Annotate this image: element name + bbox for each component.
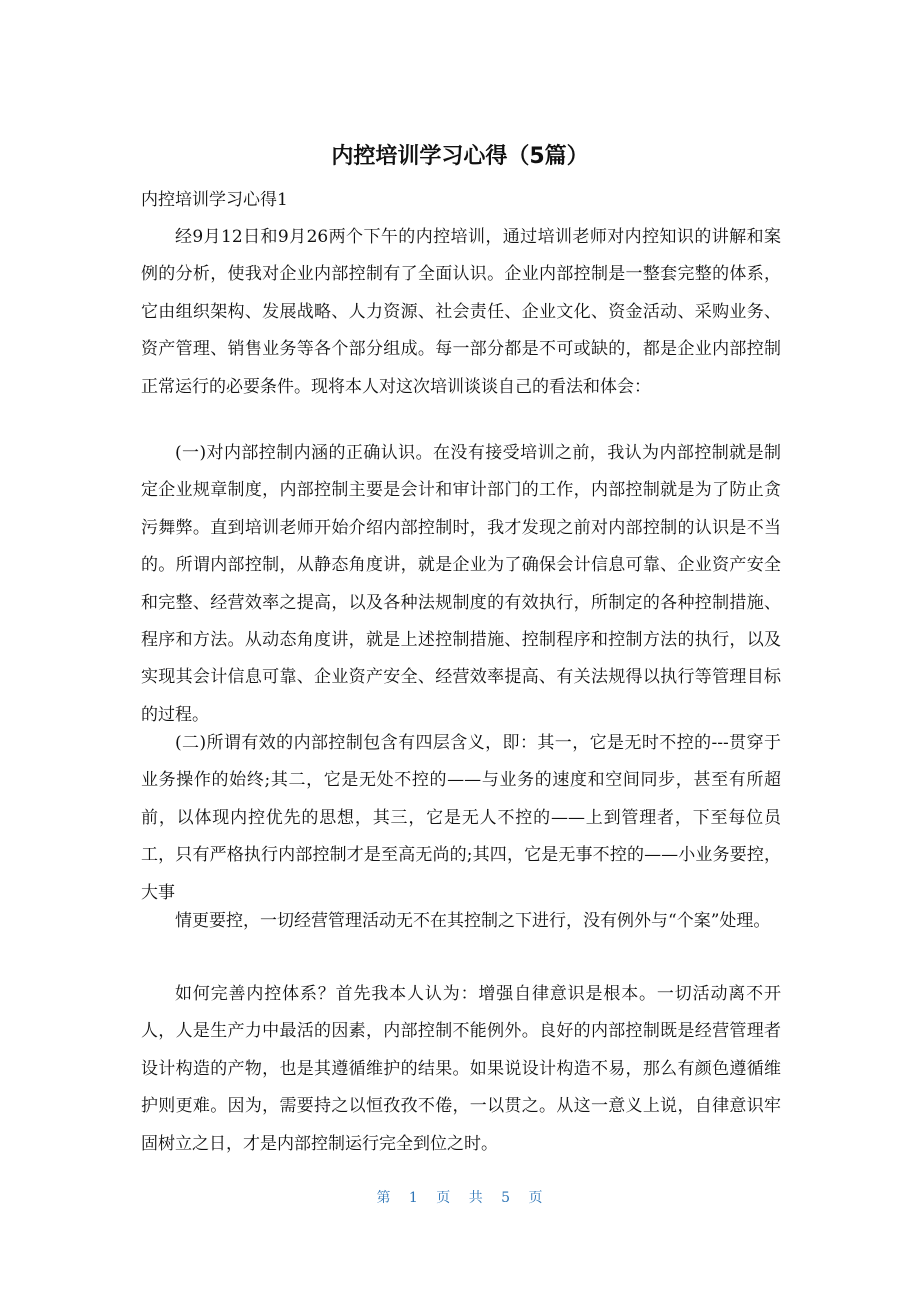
body-paragraph: 经9月12日和9月26两个下午的内控培训，通过培训老师对内控知识的讲解和案例的分析，使我对企业内部控制有了全面认识。企业内部控制是一整套完整的体系，它由组织架构、发展战略、人力资源、社会责任、企业文化、资金活动、采购业务、资产管理、销售业务等各个部分组成。每一部分都是不可或缺的，都是企业内部控制正常运行的必要条件。现将本人对这次培训谈谈自己的看法和体会：	[141, 227, 781, 397]
section-subtitle: 内控培训学习心得1	[141, 190, 288, 210]
body-paragraph: 情更要控，一切经营管理活动无不在其控制之下进行，没有例外与“个案”处理。	[175, 911, 771, 931]
document-title: 内控培训学习心得（5篇）	[331, 144, 589, 169]
page-number-footer: 第 1 页 共 5 页	[376, 1190, 544, 1206]
body-paragraph: (二)所谓有效的内部控制包含有四层含义，即：其一，它是无时不控的---贯穿于业务操作的始终;其二，它是无处不控的——与业务的速度和空间同步，甚至有所超前，以体现内控优先的思想，其三，它是无人不控的——上到管理者，下至每位员工，只有严格执行内部控制才是至高无尚的;其四，它是无事不控的——小业务要控，大事	[141, 733, 781, 903]
body-paragraph: 如何完善内控体系？首先我本人认为：增强自律意识是根本。一切活动离不开人，人是生产力中最活的因素，内部控制不能例外。良好的内部控制既是经营管理者设计构造的产物，也是其遵循维护的结果。如果说设计构造不易，那么有颜色遵循维护则更难。因为，需要持之以恒孜孜不倦，一以贯之。从这一意义上说，自律意识牢固树立之日，才是内部控制运行完全到位之时。	[141, 984, 781, 1154]
body-paragraph: (一)对内部控制内涵的正确认识。在没有接受培训之前，我认为内部控制就是制定企业规章制度，内部控制主要是会计和审计部门的工作，内部控制就是为了防止贪污舞弊。直到培训老师开始介绍内部控制时，我才发现之前对内部控制的认识是不当的。所谓内部控制，从静态角度讲，就是企业为了确保会计信息可靠、企业资产安全和完整、经营效率之提高，以及各种法规制度的有效执行，所制定的各种控制措施、程序和方法。从动态角度讲，就是上述控制措施、控制程序和控制方法的执行，以及实现其会计信息可靠、企业资产安全、经营效率提高、有关法规得以执行等管理目标的过程。	[141, 443, 781, 725]
